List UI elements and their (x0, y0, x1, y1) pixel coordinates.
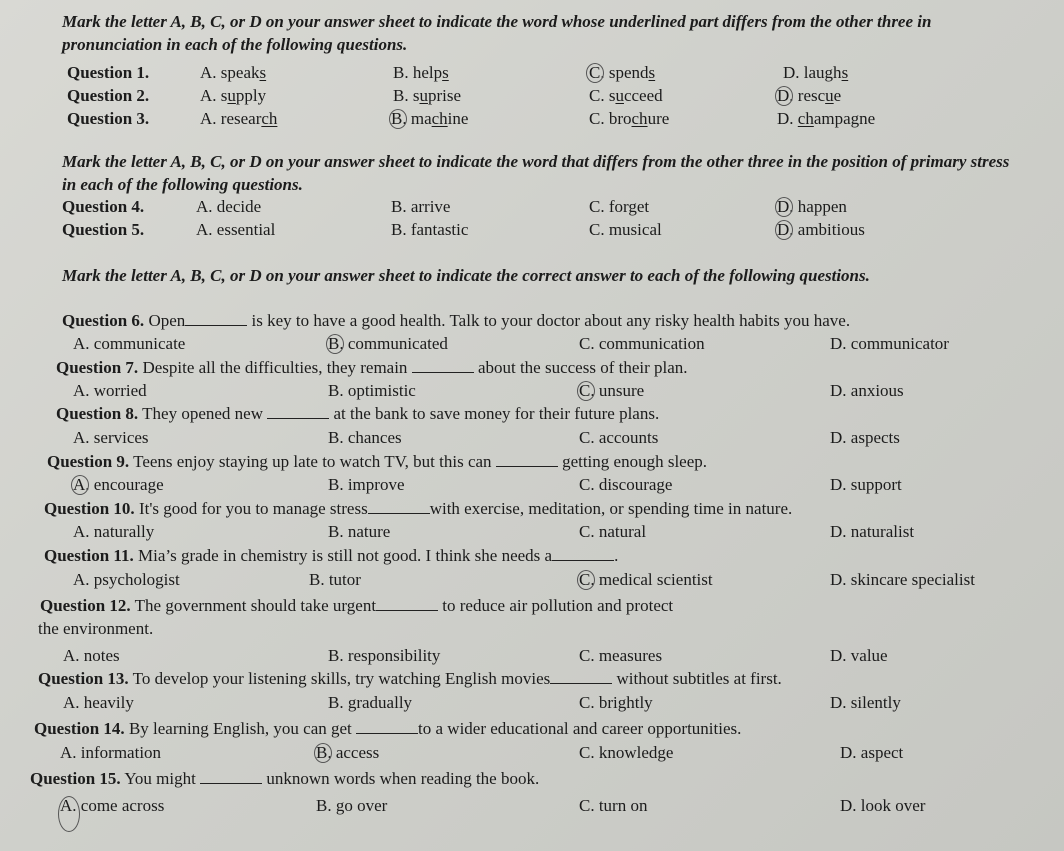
pencil-circle-mark (577, 570, 595, 590)
answer-blank (356, 719, 418, 734)
answer-blank (368, 499, 430, 514)
answer-blank (200, 769, 262, 784)
question-14-options (0, 742, 1064, 764)
option-d: D. rescue (777, 86, 842, 105)
pencil-circle-mark (775, 86, 793, 106)
option-b: B. chances (328, 428, 402, 447)
answer-blank (496, 452, 558, 467)
question-6-stem: Question 6. Open is key to have a good health. Talk to your doctor about any risky health habits you have. (62, 311, 851, 330)
pencil-circle-mark (314, 743, 332, 763)
option-d: D. support (830, 475, 902, 494)
pencil-circle-mark (389, 109, 407, 129)
pencil-circle-mark (326, 334, 344, 354)
question-3-row (0, 108, 1064, 130)
pencil-circle-mark (775, 220, 793, 240)
option-d: D. champagne (777, 109, 876, 128)
question-label: Question 1. (67, 63, 150, 82)
question-14-stem: Question 14. By learning English, you can get to a wider educational and career opportunities. (34, 719, 742, 738)
option-d: D. value (830, 646, 888, 665)
option-a: A. research (200, 109, 278, 128)
option-a: A. services (73, 428, 149, 447)
option-b: B. arrive (391, 197, 451, 216)
option-d: D. aspect (840, 743, 904, 762)
option-c: C. medical scientist (579, 570, 713, 589)
option-d: D. skincare specialist (830, 570, 975, 589)
answer-blank (185, 311, 247, 326)
option-a: A. encourage (73, 475, 164, 494)
option-b: B. nature (328, 522, 391, 541)
option-c: C. turn on (579, 796, 648, 815)
question-2-row (0, 85, 1064, 107)
option-a: A. psychologist (73, 570, 180, 589)
question-13-options (0, 692, 1064, 714)
option-c: C. measures (579, 646, 663, 665)
question-6-options (0, 333, 1064, 355)
question-9-options (0, 474, 1064, 496)
option-c: C. knowledge (579, 743, 674, 762)
option-a: A. communicate (73, 334, 186, 353)
option-b: B. helps (393, 63, 449, 82)
option-a: A. worried (73, 381, 147, 400)
question-8-stem: Question 8. They opened new at the bank to save money for their future plans. (56, 404, 660, 423)
option-d: D. ambitious (777, 220, 865, 239)
option-b: B. suprise (393, 86, 462, 105)
question-13-stem: Question 13. To develop your listening skills, try watching English movies without subtitles at first. (38, 669, 782, 688)
question-10-options (0, 521, 1064, 543)
question-12-continuation: the environment. (38, 619, 154, 638)
question-label: Question 2. (67, 86, 150, 105)
option-b: B. tutor (309, 570, 361, 589)
option-b: B. gradually (328, 693, 413, 712)
pencil-circle-mark (775, 197, 793, 217)
section-3-instruction: Mark the letter A, B, C, or D on your answer sheet to indicate the correct answer to each of the following questions. (62, 266, 870, 285)
answer-blank (376, 596, 438, 611)
pencil-circle-mark (577, 381, 595, 401)
question-4-row (0, 196, 1064, 218)
option-c: C. natural (579, 522, 647, 541)
option-d: D. look over (840, 796, 926, 815)
option-b: B. responsibility (328, 646, 441, 665)
option-d: D. naturalist (830, 522, 915, 541)
question-11-stem: Question 11. Mia’s grade in chemistry is still not good. I think she needs a . (44, 546, 619, 565)
option-a: A. decide (196, 197, 262, 216)
option-c: C. brightly (579, 693, 653, 712)
option-c: C. accounts (579, 428, 659, 447)
option-b: B. optimistic (328, 381, 416, 400)
pencil-circle-mark (58, 796, 80, 832)
question-9-stem: Question 9. Teens enjoy staying up late to watch TV, but this can getting enough sleep. (47, 452, 708, 471)
option-b: B. access (316, 743, 380, 762)
option-c: C. brochure (589, 109, 670, 128)
question-15-stem: Question 15. You might unknown words when reading the book. (30, 769, 540, 788)
section-1-instruction: Mark the letter A, B, C, or D on your answer sheet to indicate the word whose underlined part differs from the other three in pronunciation in each of the following questions. (62, 12, 932, 54)
question-15-options (0, 795, 1064, 817)
option-c: C. succeed (589, 86, 663, 105)
question-5-row (0, 219, 1064, 241)
question-10-stem: Question 10. It's good for you to manage stress with exercise, meditation, or spending time in nature. (44, 499, 793, 518)
option-d: D. laughs (783, 63, 849, 82)
option-c: C. unsure (579, 381, 645, 400)
pencil-circle-mark (71, 475, 89, 495)
option-c: C. discourage (579, 475, 673, 494)
option-c: C. communication (579, 334, 705, 353)
question-label: Question 5. (62, 220, 145, 239)
option-c: C. forget (589, 197, 650, 216)
option-a: A. notes (63, 646, 120, 665)
option-a: A. heavily (63, 693, 134, 712)
question-7-stem: Question 7. Despite all the difficulties, they remain about the success of their plan. (56, 358, 688, 377)
question-label: Question 4. (62, 197, 145, 216)
section-2-instruction: Mark the letter A, B, C, or D on your answer sheet to indicate the word that differs from the other three in the position of primary stress in each of the following questions. (62, 152, 1010, 194)
option-c: C. spends (589, 63, 656, 82)
option-b: B. machine (391, 109, 469, 128)
answer-blank (267, 404, 329, 419)
question-8-options (0, 427, 1064, 449)
option-d: D. happen (777, 197, 847, 216)
question-11-options (0, 569, 1064, 591)
option-a: A. speaks (200, 63, 267, 82)
answer-blank (552, 546, 614, 561)
option-a: A. come across (60, 796, 165, 815)
option-b: B. improve (328, 475, 405, 494)
option-b: B. communicated (328, 334, 448, 353)
question-7-options (0, 380, 1064, 402)
option-d: D. communicator (830, 334, 949, 353)
question-12-stem: Question 12. The government should take urgent to reduce air pollution and protect (40, 596, 674, 615)
option-d: D. aspects (830, 428, 900, 447)
question-12-options (0, 645, 1064, 667)
pencil-circle-mark (586, 63, 604, 83)
option-d: D. anxious (830, 381, 904, 400)
answer-blank (550, 669, 612, 684)
option-d: D. silently (830, 693, 901, 712)
option-a: A. information (60, 743, 162, 762)
option-a: A. supply (200, 86, 267, 105)
option-a: A. essential (196, 220, 276, 239)
option-a: A. naturally (73, 522, 155, 541)
question-1-row (0, 62, 1064, 84)
question-label: Question 3. (67, 109, 150, 128)
option-b: B. go over (316, 796, 388, 815)
option-b: B. fantastic (391, 220, 469, 239)
option-c: C. musical (589, 220, 662, 239)
answer-blank (412, 358, 474, 373)
